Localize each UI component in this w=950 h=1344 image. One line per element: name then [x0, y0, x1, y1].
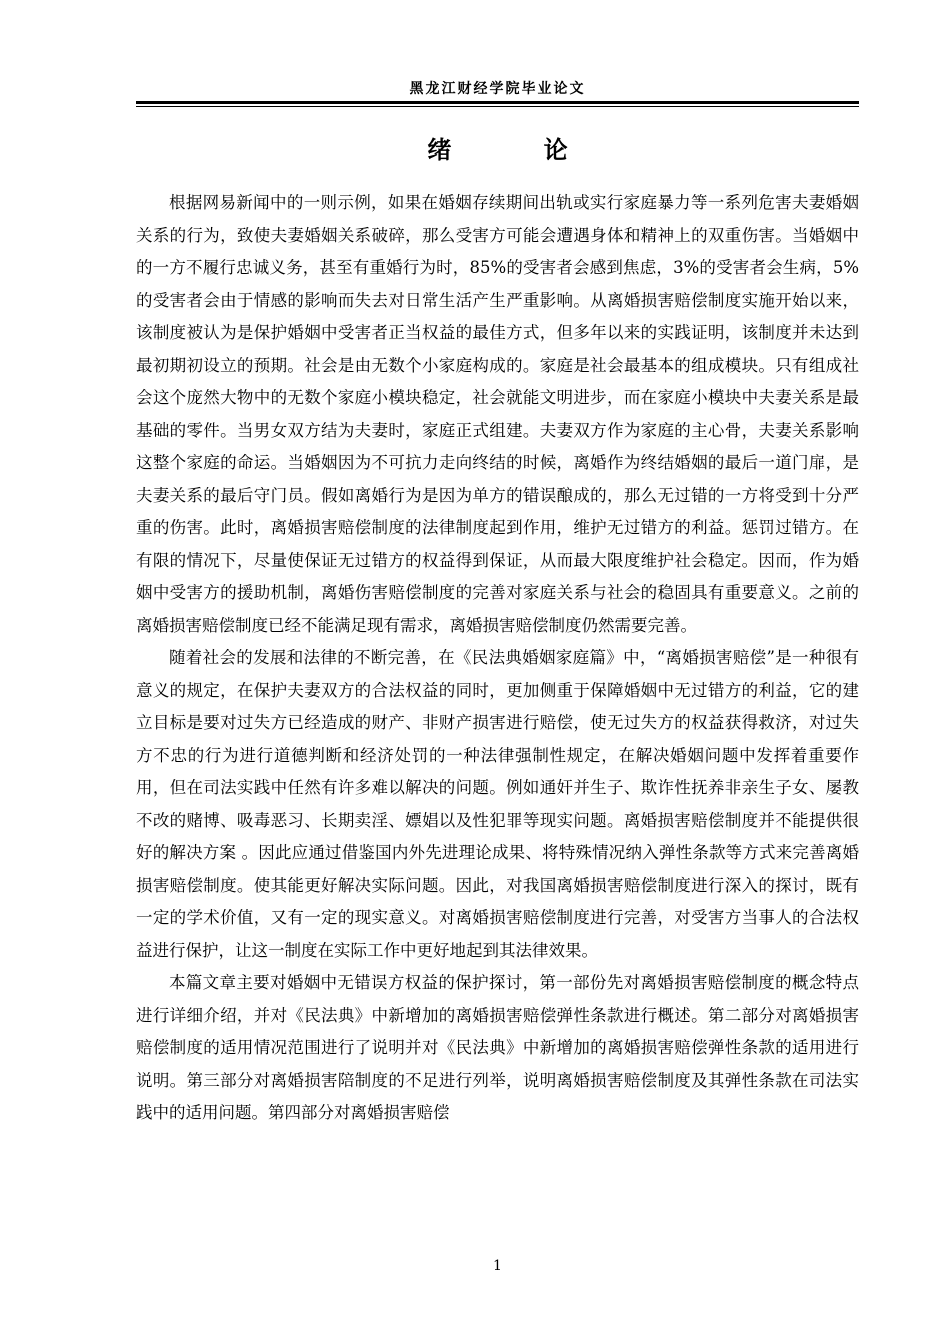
header-rule-thin: [136, 106, 859, 107]
page-number: 1: [493, 1258, 502, 1274]
body-text: [136, 187, 859, 1130]
header-rule-thick: [136, 101, 859, 104]
paragraph: 随着社会的发展和法律的不断完善，在《民法典婚姻家庭篇》中，“离婚损害赔偿”是一种很有意义的规定，在保护夫妻双方的合法权益的同时，更加侧重于保障婚姻中无过错方的利益，它的建立目标是要对过失方已经造成的财产、非财产损害进行赔偿，使无过失方的权益获得救济，对过失方不忠的行为进行道德判断和经济处罚的一种法律强制性规定，在解决婚姻问题中发挥着重要作用，但在司法实践中任然有许多难以解决的问题。例如通奸并生子、欺诈性抚养非亲生子女、屡教不改的赌博、吸毒恶习、长期卖淫、嫖娼以及性犯罪等现实问题。离婚损害赔偿制度并不能提供很好的解决方案 。因此应通过借鉴国内外先进理论成果、将特殊情况纳入弹性条款等方式来完善离婚损害赔偿制度。使其能更好解决实际问题。因此，对我国离婚损害赔偿制度进行深入的探讨，既有一定的学术价值，又有一定的现实意义。对离婚损害赔偿制度进行完善，对受害方当事人的合法权益进行保护，让这一制度在实际工作中更好地起到其法律效果。: [136, 648, 859, 960]
paragraph: 根据网易新闻中的一则示例，如果在婚姻存续期间出轨或实行家庭暴力等一系列危害夫妻婚姻关系的行为，致使夫妻婚姻关系破碎，那么受害方可能会遭遇身体和精神上的双重伤害。当婚姻中的一方不履行忠诚义务，甚至有重婚行为时，85%的受害者会感到焦虑，3%的受害者会生病，5%的受害者会由于情感的影响而失去对日常生活产生严重影响。从离婚损害赔偿制度实施开始以来，该制度被认为是保护婚姻中受害者正当权益的最佳方式，但多年以来的实践证明，该制度并未达到最初期初设立的预期。社会是由无数个小家庭构成的。家庭是社会最基本的组成模块。只有组成社会这个庞然大物中的无数个家庭小模块稳定，社会就能文明进步，而在家庭小模块中夫妻关系是最基础的零件。当男女双方结为夫妻时，家庭正式组建。夫妻双方作为家庭的主心骨，夫妻关系影响这整个家庭的命运。当婚姻因为不可抗力走向终结的时候，离婚作为终结婚姻的最后一道门扉，是夫妻关系的最后守门员。假如离婚行为是因为单方的错误酿成的，那么无过错的一方将受到十分严重的伤害。此时，离婚损害赔偿制度的法律制度起到作用，维护无过错方的利益。惩罚过错方。在有限的情况下，尽量使保证无过错方的权益得到保证，从而最大限度维护社会稳定。因而，作为婚姻中受害方的援助机制，离婚伤害赔偿制度的完善对家庭关系与社会的稳固具有重要意义。之前的离婚损害赔偿制度已经不能满足现有需求，离婚损害赔偿制度仍然需要完善。: [136, 193, 859, 635]
running-header: 黑龙江财经学院毕业论文: [409, 81, 586, 97]
paragraph: 本篇文章主要对婚姻中无错误方权益的保护探讨，第一部份先对离婚损害赔偿制度的概念特点进行详细介绍，并对《民法典》中新增加的离婚损害赔偿弹性条款进行概述。第二部分对离婚损害赔偿制度的适用情况范围进行了说明并对《民法典》中新增加的离婚损害赔偿弹性条款的适用进行说明。第三部分对离婚损害陪制度的不足进行列举，说明离婚损害赔偿制度及其弹性条款在司法实践中的适用问题。第四部分对离婚损害赔偿: [136, 973, 859, 1122]
chapter-title: 绪 论: [427, 136, 610, 164]
